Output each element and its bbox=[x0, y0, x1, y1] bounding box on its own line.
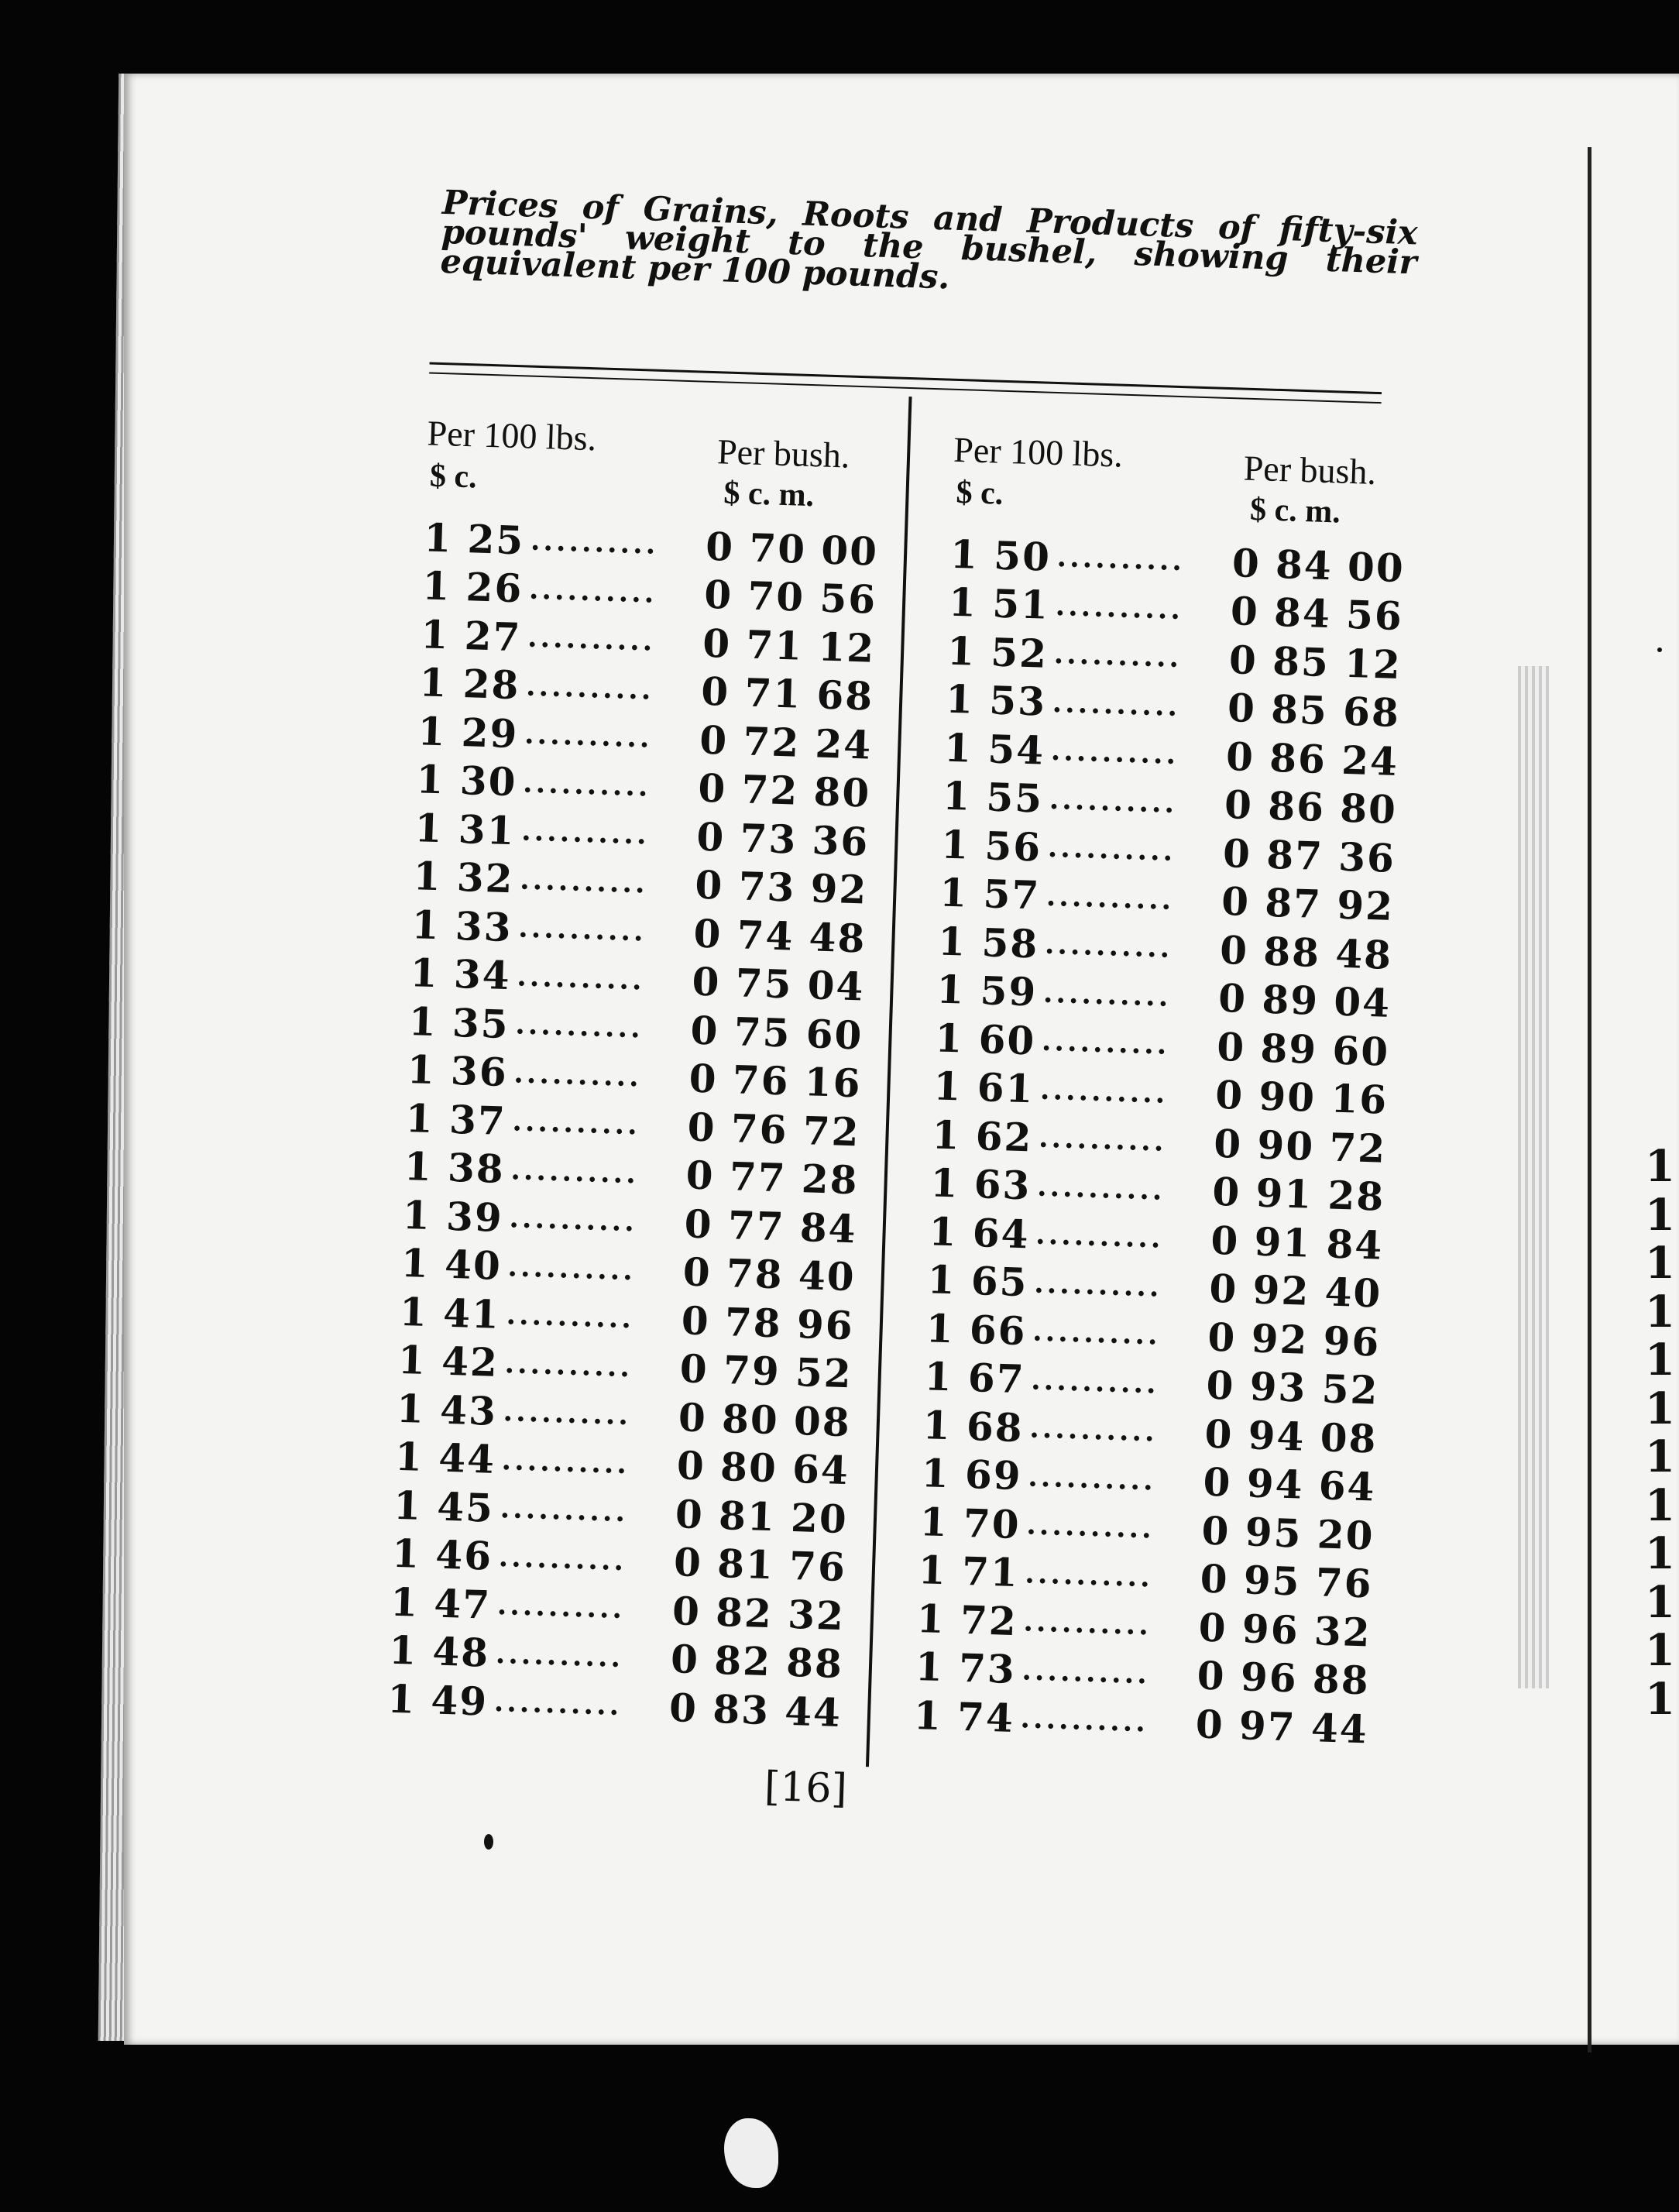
per-bushel-header: Per bush. bbox=[1243, 448, 1377, 492]
next-page-digit: 1 bbox=[1645, 1576, 1675, 1628]
leader-dots: .......... bbox=[1030, 1363, 1160, 1400]
price-per-bushel: 0 87 92 bbox=[1221, 878, 1395, 930]
right-price-rows bbox=[898, 529, 1416, 1753]
leader-dots: .......... bbox=[525, 669, 655, 706]
leader-dots: .......... bbox=[530, 524, 660, 562]
next-page-edge bbox=[1518, 666, 1549, 1688]
right-price-column bbox=[898, 428, 1419, 1753]
price-per-100-lbs: 1 42 bbox=[397, 1337, 500, 1386]
price-per-bushel: 0 80 64 bbox=[676, 1442, 850, 1494]
leader-dots: .......... bbox=[511, 1104, 641, 1142]
price-per-bushel: 0 70 56 bbox=[703, 572, 877, 623]
price-per-bushel: 0 95 20 bbox=[1200, 1507, 1375, 1559]
price-per-100-lbs: 1 74 bbox=[913, 1692, 1015, 1741]
price-per-bushel: 0 92 96 bbox=[1207, 1314, 1382, 1365]
price-per-bushel: 0 92 40 bbox=[1208, 1265, 1383, 1317]
next-page-digit: 1 bbox=[1645, 1673, 1675, 1725]
leader-dots: .......... bbox=[500, 1492, 629, 1529]
price-per-bushel: 0 96 32 bbox=[1197, 1604, 1372, 1656]
price-per-bushel: 0 87 36 bbox=[1222, 830, 1396, 881]
next-page-digits bbox=[1645, 1142, 1676, 1723]
leader-dots: .......... bbox=[1020, 1702, 1149, 1739]
price-per-bushel: 0 76 72 bbox=[686, 1104, 861, 1156]
price-per-bushel: 0 95 76 bbox=[1199, 1555, 1374, 1607]
price-per-bushel: 0 93 52 bbox=[1205, 1362, 1380, 1413]
price-per-bushel: 0 75 04 bbox=[691, 958, 866, 1010]
next-page-digit: 1 bbox=[1645, 1334, 1675, 1386]
price-per-100-lbs: 1 56 bbox=[940, 821, 1043, 871]
leader-dots: .......... bbox=[514, 1008, 644, 1045]
next-page-digit: 1 bbox=[1645, 1189, 1675, 1241]
price-per-100-lbs: 1 54 bbox=[943, 724, 1046, 774]
price-per-100-lbs: 1 55 bbox=[942, 772, 1045, 822]
leader-dots: .......... bbox=[1024, 1557, 1154, 1594]
price-per-100-lbs: 1 43 bbox=[396, 1385, 498, 1434]
price-per-bushel: 0 83 44 bbox=[668, 1684, 843, 1736]
leader-dots: .......... bbox=[496, 1589, 626, 1626]
leader-dots: .......... bbox=[1025, 1508, 1155, 1545]
price-per-100-lbs: 1 28 bbox=[418, 659, 521, 709]
units-dollars-cents: $ c. bbox=[429, 458, 478, 496]
price-per-bushel: 0 77 84 bbox=[683, 1200, 858, 1252]
price-per-100-lbs: 1 34 bbox=[409, 950, 512, 999]
price-per-100-lbs: 1 41 bbox=[399, 1288, 501, 1338]
price-per-bushel: 0 84 00 bbox=[1231, 539, 1406, 591]
price-per-100-lbs: 1 48 bbox=[388, 1626, 491, 1676]
leader-dots: .......... bbox=[501, 1443, 630, 1481]
price-per-100-lbs: 1 50 bbox=[949, 531, 1052, 580]
leader-dots: .......... bbox=[1052, 685, 1181, 723]
leader-dots: .......... bbox=[1038, 1121, 1168, 1159]
leader-dots: .......... bbox=[504, 1346, 633, 1384]
price-per-100-lbs: 1 60 bbox=[934, 1015, 1037, 1064]
leader-dots: .......... bbox=[520, 814, 651, 851]
price-per-bushel: 0 86 80 bbox=[1224, 781, 1398, 833]
leader-dots: .......... bbox=[1049, 782, 1178, 819]
per-100-lbs-header: Per 100 lbs. bbox=[426, 413, 597, 459]
units-dollars-cents-mills: $ c. m. bbox=[723, 475, 815, 514]
price-per-100-lbs: 1 52 bbox=[946, 627, 1049, 677]
price-per-bushel: 0 94 64 bbox=[1202, 1458, 1377, 1510]
per-bushel-header: Per bush. bbox=[716, 431, 851, 476]
leader-dots: .......... bbox=[1042, 976, 1173, 1013]
price-per-100-lbs: 1 71 bbox=[918, 1547, 1020, 1596]
price-per-bushel: 0 78 96 bbox=[681, 1297, 855, 1349]
leader-dots: .......... bbox=[510, 1153, 640, 1190]
next-page-digit: 1 bbox=[1645, 1479, 1675, 1531]
price-per-bushel: 0 71 12 bbox=[702, 620, 876, 672]
leader-dots: .......... bbox=[498, 1540, 627, 1577]
leader-dots: .......... bbox=[508, 1201, 638, 1238]
leader-dots: .......... bbox=[493, 1685, 623, 1723]
leader-dots: .......... bbox=[517, 911, 647, 948]
next-page-digit: 1 bbox=[1645, 1625, 1675, 1676]
price-per-100-lbs: 1 73 bbox=[915, 1644, 1017, 1693]
price-per-100-lbs: 1 64 bbox=[928, 1208, 1031, 1258]
price-per-bushel: 0 86 24 bbox=[1225, 733, 1399, 785]
ink-speck bbox=[484, 1834, 493, 1850]
price-per-100-lbs: 1 57 bbox=[939, 869, 1042, 919]
price-per-100-lbs: 1 69 bbox=[920, 1450, 1023, 1499]
price-per-bushel: 0 73 92 bbox=[694, 861, 869, 913]
price-per-100-lbs: 1 27 bbox=[420, 611, 523, 661]
price-per-bushel: 0 91 28 bbox=[1211, 1169, 1386, 1220]
per-100-lbs-header: Per 100 lbs. bbox=[953, 429, 1124, 475]
leader-dots: .......... bbox=[506, 1298, 635, 1335]
paper-scrap bbox=[724, 2118, 778, 2188]
column-header bbox=[410, 412, 893, 527]
price-per-bushel: 0 89 60 bbox=[1216, 1023, 1390, 1075]
leader-dots: .......... bbox=[516, 960, 646, 997]
price-per-100-lbs: 1 26 bbox=[421, 562, 524, 612]
price-per-100-lbs: 1 66 bbox=[925, 1304, 1028, 1355]
price-per-bushel: 0 90 72 bbox=[1213, 1120, 1388, 1172]
price-per-100-lbs: 1 59 bbox=[936, 966, 1039, 1015]
price-per-100-lbs: 1 40 bbox=[400, 1240, 503, 1290]
leader-dots: .......... bbox=[1036, 1170, 1166, 1207]
price-per-bushel: 0 71 68 bbox=[700, 668, 875, 720]
leader-dots: .......... bbox=[528, 572, 658, 610]
next-page-digit: 1 bbox=[1645, 1382, 1675, 1434]
price-per-bushel: 0 75 60 bbox=[689, 1007, 864, 1059]
price-per-bushel: 0 96 88 bbox=[1196, 1652, 1371, 1704]
next-page-digit: 1 bbox=[1645, 1238, 1675, 1289]
leader-dots: .......... bbox=[1032, 1314, 1162, 1352]
price-per-bushel: 0 73 36 bbox=[695, 813, 870, 865]
price-per-bushel: 0 91 84 bbox=[1210, 1217, 1385, 1269]
left-price-column bbox=[371, 412, 892, 1737]
price-per-bushel: 0 81 76 bbox=[673, 1539, 847, 1591]
price-per-100-lbs: 1 58 bbox=[937, 918, 1040, 967]
next-page-digit: 1 bbox=[1645, 1141, 1675, 1192]
page-title: Prices of Grains, Roots and Products of fifty-six pounds' weight to the bushel, showing their equivalent per 100 pounds. bbox=[439, 183, 1419, 297]
price-per-100-lbs: 1 62 bbox=[931, 1111, 1034, 1161]
leader-dots: .......... bbox=[1050, 734, 1179, 771]
price-per-100-lbs: 1 72 bbox=[916, 1595, 1018, 1644]
price-per-bushel: 0 88 48 bbox=[1219, 926, 1393, 978]
leader-dots: .......... bbox=[1033, 1266, 1163, 1304]
price-per-100-lbs: 1 38 bbox=[403, 1143, 506, 1193]
page-number: [16] bbox=[764, 1763, 848, 1813]
price-per-bushel: 0 81 20 bbox=[675, 1490, 849, 1542]
price-per-bushel: 0 90 16 bbox=[1214, 1072, 1389, 1124]
next-page-digit: 1 bbox=[1645, 1286, 1675, 1338]
price-per-bushel: 0 85 12 bbox=[1228, 636, 1403, 688]
price-per-bushel: 0 85 68 bbox=[1227, 685, 1401, 737]
leader-dots: .......... bbox=[522, 766, 652, 803]
price-per-100-lbs: 1 37 bbox=[405, 1094, 507, 1144]
leader-dots: .......... bbox=[1041, 1025, 1171, 1062]
price-per-100-lbs: 1 44 bbox=[394, 1434, 496, 1483]
price-per-100-lbs: 1 30 bbox=[415, 756, 518, 805]
leader-dots: .......... bbox=[513, 1056, 643, 1094]
ink-speck bbox=[1657, 647, 1662, 652]
price-per-bushel: 0 82 32 bbox=[671, 1587, 846, 1639]
price-per-bushel: 0 74 48 bbox=[692, 910, 867, 962]
price-per-bushel: 0 82 88 bbox=[670, 1636, 844, 1688]
price-per-100-lbs: 1 45 bbox=[393, 1482, 495, 1531]
price-per-bushel: 0 78 40 bbox=[682, 1249, 857, 1300]
price-per-bushel: 0 79 52 bbox=[679, 1345, 853, 1397]
next-page-digit: 1 bbox=[1645, 1528, 1675, 1579]
leader-dots: .......... bbox=[1021, 1654, 1151, 1691]
price-per-100-lbs: 1 39 bbox=[402, 1191, 504, 1241]
leader-dots: .......... bbox=[507, 1249, 637, 1287]
page-content bbox=[283, 185, 1434, 1846]
units-dollars-cents: $ c. bbox=[955, 474, 1004, 512]
price-per-bushel: 0 72 80 bbox=[697, 764, 872, 816]
price-per-bushel: 0 70 00 bbox=[705, 523, 879, 575]
price-per-100-lbs: 1 67 bbox=[923, 1353, 1026, 1403]
price-per-100-lbs: 1 61 bbox=[932, 1063, 1035, 1112]
price-per-100-lbs: 1 68 bbox=[922, 1401, 1025, 1451]
leader-dots: .......... bbox=[1028, 1411, 1159, 1448]
price-per-bushel: 0 84 56 bbox=[1230, 588, 1404, 640]
price-per-bushel: 0 72 24 bbox=[699, 716, 874, 768]
leader-dots: .......... bbox=[1053, 637, 1183, 675]
price-per-100-lbs: 1 51 bbox=[948, 579, 1050, 629]
price-per-100-lbs: 1 33 bbox=[410, 901, 513, 950]
price-per-100-lbs: 1 65 bbox=[926, 1256, 1029, 1306]
price-per-100-lbs: 1 70 bbox=[918, 1498, 1021, 1547]
price-per-bushel: 0 89 04 bbox=[1217, 975, 1392, 1027]
leader-dots: .......... bbox=[503, 1395, 632, 1432]
left-price-rows bbox=[371, 513, 889, 1737]
leader-dots: .......... bbox=[1035, 1218, 1165, 1255]
leader-dots: .......... bbox=[524, 717, 654, 755]
leader-dots: .......... bbox=[1046, 879, 1175, 916]
price-per-bushel: 0 97 44 bbox=[1194, 1701, 1369, 1753]
leader-dots: .......... bbox=[1022, 1605, 1152, 1642]
price-per-100-lbs: 1 25 bbox=[423, 514, 526, 564]
leader-dots: .......... bbox=[1056, 541, 1186, 578]
price-per-100-lbs: 1 29 bbox=[417, 708, 520, 757]
price-per-100-lbs: 1 32 bbox=[412, 853, 515, 902]
leader-dots: .......... bbox=[1047, 831, 1176, 868]
leader-dots: .......... bbox=[1055, 589, 1184, 626]
leader-dots: .......... bbox=[495, 1637, 624, 1674]
price-per-100-lbs: 1 63 bbox=[929, 1159, 1032, 1209]
price-per-100-lbs: 1 36 bbox=[406, 1046, 509, 1096]
price-per-100-lbs: 1 35 bbox=[407, 998, 510, 1047]
price-per-100-lbs: 1 46 bbox=[391, 1530, 493, 1580]
leader-dots: .......... bbox=[1039, 1073, 1169, 1110]
units-dollars-cents-mills: $ c. m. bbox=[1249, 491, 1341, 531]
leader-dots: .......... bbox=[519, 863, 649, 900]
price-per-100-lbs: 1 31 bbox=[414, 804, 517, 854]
price-per-bushel: 0 80 08 bbox=[678, 1394, 852, 1445]
next-page-digit: 1 bbox=[1645, 1431, 1675, 1482]
column-header bbox=[936, 428, 1419, 544]
price-per-bushel: 0 94 08 bbox=[1203, 1410, 1379, 1462]
leader-dots: .......... bbox=[1027, 1460, 1157, 1497]
price-per-bushel: 0 76 16 bbox=[688, 1055, 863, 1107]
price-per-100-lbs: 1 49 bbox=[386, 1675, 489, 1725]
title-double-rule bbox=[429, 362, 1382, 404]
price-per-100-lbs: 1 53 bbox=[945, 675, 1047, 725]
book-gutter-line bbox=[1588, 147, 1591, 2052]
leader-dots: .......... bbox=[1044, 928, 1174, 965]
price-per-bushel: 0 77 28 bbox=[685, 1152, 860, 1204]
leader-dots: .......... bbox=[527, 620, 657, 658]
price-per-100-lbs: 1 47 bbox=[390, 1578, 492, 1628]
